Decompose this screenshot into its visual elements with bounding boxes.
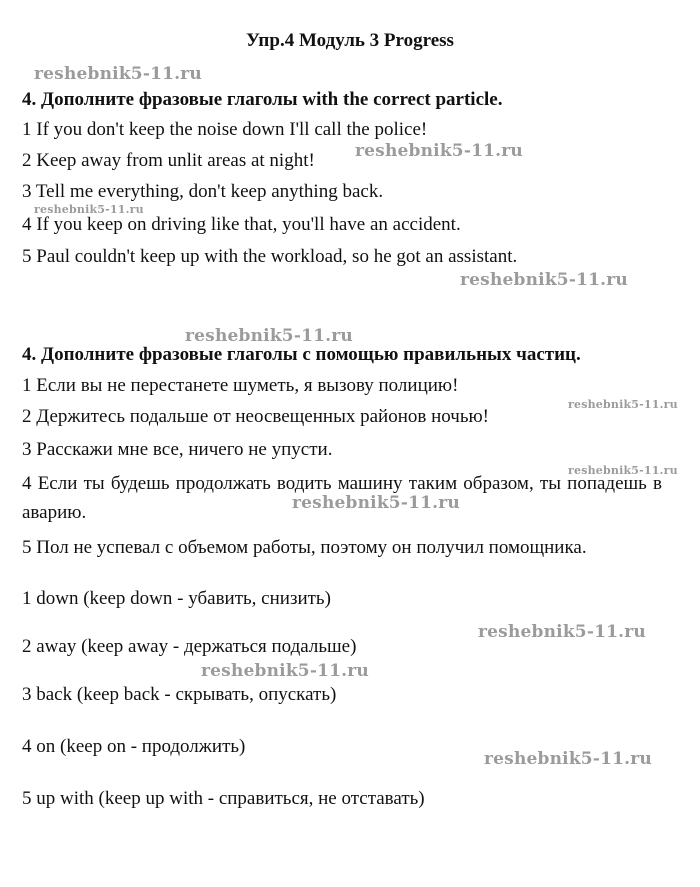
watermark: reshebnik5-11.ru <box>460 270 628 290</box>
english-sentence: 3 Tell me everything, don't keep anything back. <box>22 181 384 202</box>
russian-sentence: 5 Пол не успевал с объемом работы, поэтому он получил помощника. <box>22 537 587 558</box>
watermark: reshebnik5-11.ru <box>478 622 646 642</box>
answer-item: 4 on (keep on - продолжить) <box>22 736 246 757</box>
answer-item: 3 back (keep back - скрывать, опускать) <box>22 684 337 705</box>
english-sentence: 5 Paul couldn't keep up with the workload, so he got an assistant. <box>22 246 518 267</box>
english-sentence: 2 Keep away from unlit areas at night! <box>22 150 315 171</box>
english-sentence: 1 If you don't keep the noise down I'll call the police! <box>22 119 428 140</box>
watermark: reshebnik5-11.ru <box>292 493 460 513</box>
watermark: reshebnik5-11.ru <box>201 661 369 681</box>
russian-heading: 4. Дополните фразовые глаголы с помощью правильных частиц. <box>22 344 581 365</box>
english-heading: 4. Дополните фразовые глаголы with the correct particle. <box>22 89 503 110</box>
watermark: reshebnik5-11.ru <box>34 203 144 216</box>
answer-item: 2 away (keep away - держаться подальше) <box>22 636 357 657</box>
watermark: reshebnik5-11.ru <box>34 64 202 84</box>
watermark: reshebnik5-11.ru <box>568 464 678 477</box>
russian-sentence: 1 Если вы не перестанете шуметь, я вызову полицию! <box>22 375 459 396</box>
page-title: Упр.4 Модуль 3 Progress <box>246 30 454 51</box>
watermark: reshebnik5-11.ru <box>568 398 678 411</box>
english-sentence: 4 If you keep on driving like that, you'll have an accident. <box>22 214 461 235</box>
answer-item: 5 up with (keep up with - справиться, не отставать) <box>22 788 425 809</box>
watermark: reshebnik5-11.ru <box>185 326 353 346</box>
russian-sentence: 3 Расскажи мне все, ничего не упусти. <box>22 439 333 460</box>
watermark: reshebnik5-11.ru <box>355 141 523 161</box>
russian-sentence: 4 Если ты будешь продолжать водить машину таким образом, ты попадешь в аварию. <box>22 473 662 523</box>
answer-item: 1 down (keep down - убавить, снизить) <box>22 588 331 609</box>
watermark: reshebnik5-11.ru <box>484 749 652 769</box>
russian-sentence: 2 Держитесь подальше от неосвещенных районов ночью! <box>22 406 490 427</box>
